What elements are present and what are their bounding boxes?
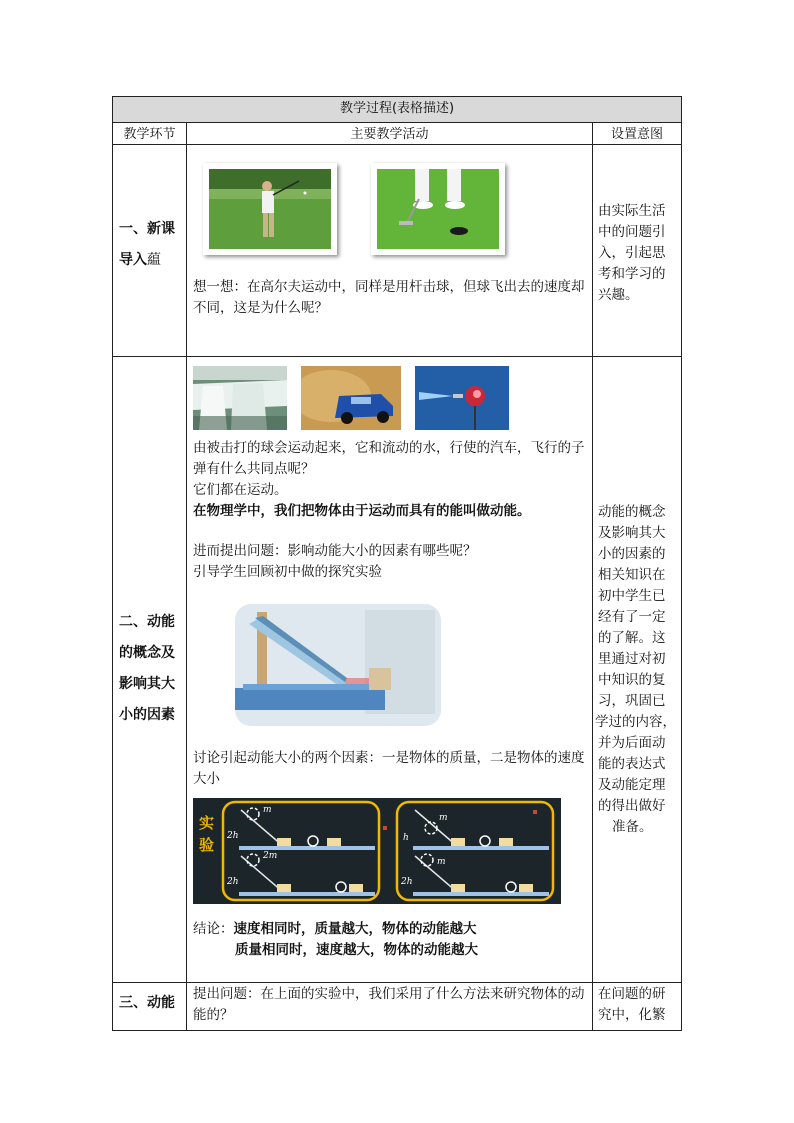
section-1-name-bold: 导入 [119, 252, 147, 268]
intent-line: 中的问题引 [598, 224, 666, 240]
section-2-conclusion-2: 质量相同时，速度越大，物体的动能越大 [235, 942, 478, 958]
table-title: 教学过程(表格描述) [113, 97, 682, 123]
lesson-table [112, 96, 682, 1031]
left-bottom-m-label: 2m [263, 851, 278, 861]
header-activity: 主要教学活动 [187, 123, 593, 145]
section-2-name-line: 二、动能 [119, 614, 175, 630]
section-2-p4: 进而提出问题：影响动能大小的因素有哪些呢？ [193, 543, 477, 559]
right-bottom-m-label: m [437, 857, 446, 867]
golf-putt-photo [371, 163, 505, 255]
intent-line: 入，引起思 [598, 245, 666, 261]
intent-line: 由实际生活 [598, 203, 666, 219]
intent-line: 兴趣。 [598, 287, 639, 303]
section-2-conclusion-1 [193, 919, 586, 940]
section-3-intent [593, 983, 682, 1031]
section-1-name-line1: 一、新课 [119, 221, 175, 237]
experiment-label-2: 验 [199, 836, 215, 854]
intent-line: 习，巩固已 [598, 693, 666, 709]
conclusion-prefix: 结论： [193, 921, 234, 937]
intent-line: 小的因素的 [598, 546, 666, 562]
section-3-name-line1: 三、动能 [119, 995, 175, 1011]
section-3-p1: 提出问题：在上面的实验中，我们采用了什么方法来研究物体的动能的？ [193, 986, 585, 1023]
section-row-1 [113, 145, 682, 357]
section-2-name [113, 357, 187, 983]
bullet-apple-photo [415, 366, 509, 430]
section-2-intent [593, 357, 682, 983]
section-2-p2: 它们都在运动。 [193, 482, 288, 498]
intent-line: 相关知识在 [598, 567, 666, 583]
intent-line: 在问题的研 [598, 986, 666, 1002]
section-2-p5: 引导学生回顾初中做的探究实验 [193, 564, 382, 580]
right-bottom-h-label: 2h [401, 877, 413, 887]
section-3-name [113, 983, 187, 1031]
section-2-name-line: 影响其大 [119, 676, 175, 692]
section-2-definition: 在物理学中，我们把物体由于运动而具有的能叫做动能。 [193, 503, 531, 519]
intent-line: 动能的概念 [598, 504, 666, 520]
section-1-name-light: 藴 [147, 252, 161, 268]
section-row-2 [113, 357, 682, 983]
intent-line: 的了解。这 [598, 630, 666, 646]
conclusion-1-text: 速度相同时，质量越大，物体的动能越大 [233, 921, 477, 937]
waterfall-photo [193, 366, 287, 430]
intent-line: 及影响其大 [598, 525, 666, 541]
section-2-p6: 讨论引起动能大小的两个因素：一是物体的质量，二是物体的速度大小 [193, 750, 585, 787]
intent-line: 初中学生已 [598, 588, 666, 604]
section-2-name-line: 小的因素 [119, 707, 175, 723]
rally-car-photo [301, 366, 401, 430]
left-top-h-label: 2h [227, 831, 239, 841]
golf-swing-photo [203, 163, 337, 255]
intent-line: 里通过对初 [598, 651, 666, 667]
intent-line: 的得出做好 [598, 798, 666, 814]
intent-line: 学过的内容， [595, 714, 676, 730]
ramp-experiment-photo [235, 604, 441, 726]
left-bottom-h-label: 2h [227, 877, 239, 887]
section-2-activity [187, 357, 593, 983]
intent-line: 究中，化繁 [598, 1007, 666, 1023]
intent-line: 并为后面动 [598, 735, 666, 751]
header-intent: 设置意图 [593, 123, 682, 145]
experiment-label-1: 实 [199, 814, 215, 832]
intent-line: 中知识的复 [598, 672, 666, 688]
intent-line: 能的表达式 [598, 756, 666, 772]
right-top-h-label: h [403, 833, 409, 843]
left-top-m-label: m [263, 805, 272, 815]
intent-line: 经有了一定 [598, 609, 666, 625]
section-1-intent [593, 145, 682, 357]
section-row-3 [113, 983, 682, 1031]
header-stage: 教学环节 [113, 123, 187, 145]
intent-line: 及动能定理 [598, 777, 666, 793]
section-1-question: 想一想：在高尔夫运动中，同样是用杆击球，但球飞出去的速度却不同，这是为什么呢？ [193, 279, 585, 316]
right-top-m-label: m [439, 813, 448, 823]
section-2-name-line: 的概念及 [119, 645, 175, 661]
section-1-name [113, 145, 187, 357]
intent-line: 准备。 [612, 819, 653, 835]
section-1-name-line2 [119, 245, 182, 276]
section-3-activity [187, 983, 593, 1031]
section-2-p1: 由被击打的球会运动起来，它和流动的水，行使的汽车，飞行的子弹有什么共同点呢？ [193, 440, 585, 477]
experiment-diagram [193, 798, 561, 904]
intent-line: 考和学习的 [598, 266, 666, 282]
section-1-activity [187, 145, 593, 357]
